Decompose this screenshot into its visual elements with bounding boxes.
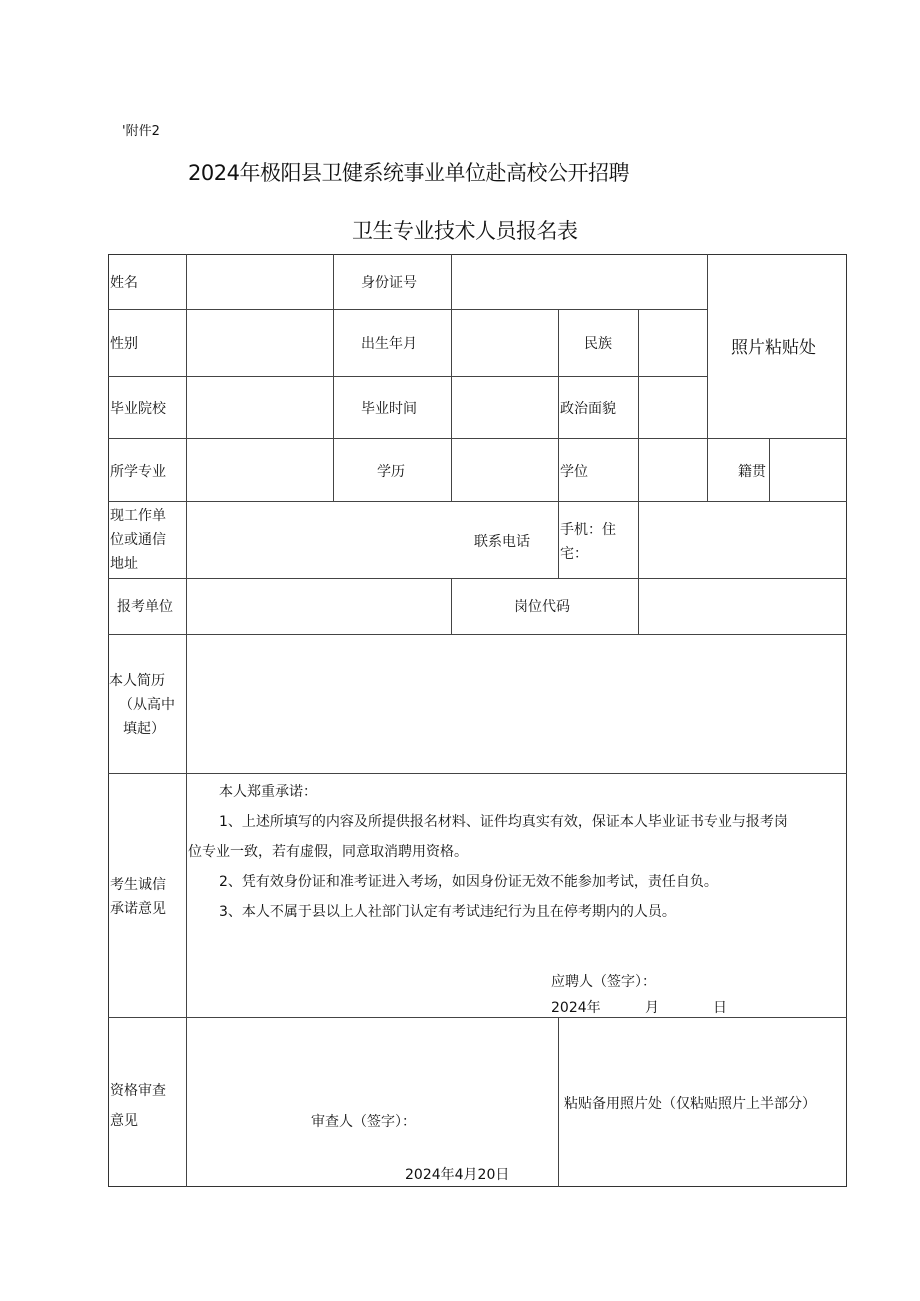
gender-label: 性别 [110, 336, 138, 352]
workplace-label-line: 地址 [110, 556, 138, 572]
row-divider [108, 1017, 847, 1018]
id-number-label: 身份证号 [361, 275, 417, 291]
contact-label: 联系电话 [474, 534, 530, 550]
native-place-field[interactable] [770, 439, 846, 500]
pledge-item-1: 1、上述所填写的内容及所提供报名材料、证件均真实有效，保证本人毕业证书专业与报考岗 [219, 814, 788, 830]
col-divider [707, 254, 708, 501]
degree-field[interactable] [639, 439, 706, 500]
political-label: 政治面貌 [560, 401, 616, 417]
workplace-label-line: 位或通信 [110, 532, 166, 548]
ethnicity-label: 民族 [584, 336, 612, 352]
col-divider [558, 309, 559, 578]
row-divider [108, 773, 847, 774]
phone-label-line: 手机：住 [560, 522, 616, 538]
resume-label-line: 填起） [123, 721, 165, 737]
pledge-date-day: 日 [713, 1000, 727, 1016]
col-divider [558, 1017, 559, 1187]
pledge-label-line: 考生诚信 [110, 877, 166, 893]
photo-paste-area: 照片粘贴处 [731, 338, 816, 358]
review-label-line: 意见 [110, 1113, 138, 1129]
review-label-line: 资格审查 [110, 1083, 166, 1099]
workplace-label-line: 现工作单 [110, 508, 166, 524]
degree-label: 学位 [560, 464, 588, 480]
pledge-text [187, 777, 847, 927]
major-field[interactable] [187, 439, 332, 500]
review-label [110, 1076, 186, 1136]
attachment-label: '附件2 [122, 124, 160, 139]
education-label: 学历 [377, 464, 405, 480]
resume-field[interactable] [187, 635, 846, 772]
pledge-item-1-cont: 位专业一致，若有虚假，同意取消聘用资格。 [188, 844, 468, 860]
reviewer-signature-label: 审查人（签字）： [311, 1114, 416, 1130]
resume-label [109, 669, 187, 741]
post-code-label: 岗位代码 [514, 599, 570, 615]
pledge-date-year: 2024年 [551, 1000, 601, 1016]
gender-field[interactable] [187, 310, 332, 375]
school-label: 毕业院校 [110, 401, 166, 417]
pledge-label-line: 承诺意见 [110, 901, 166, 917]
major-label: 所学专业 [110, 464, 166, 480]
birth-field[interactable] [452, 310, 557, 375]
id-number-field[interactable] [452, 255, 706, 308]
phone-label [560, 518, 636, 566]
grad-time-label: 毕业时间 [361, 401, 417, 417]
school-field[interactable] [187, 377, 332, 437]
backup-photo-area: 粘贴备用照片处（仅粘贴照片上半部分） [564, 1096, 816, 1112]
ethnicity-field[interactable] [639, 310, 706, 375]
apply-unit-label: 报考单位 [117, 599, 173, 615]
phone-field[interactable] [639, 502, 846, 577]
native-place-label: 籍贯 [738, 464, 766, 480]
form-title-line1: 2024年极阳县卫健系统事业单位赴高校公开招聘 [188, 161, 629, 185]
col-divider [333, 254, 334, 501]
name-field[interactable] [187, 255, 332, 308]
pledge-label [110, 873, 186, 921]
pledge-heading: 本人郑重承诺： [219, 784, 317, 800]
workplace-label [110, 504, 186, 576]
resume-label-line: 本人简历 [109, 673, 165, 689]
form-title-line2: 卫生专业技术人员报名表 [352, 219, 578, 243]
workplace-field[interactable] [187, 502, 450, 577]
resume-label-line: （从高中 [119, 697, 175, 713]
pledge-item-2: 2、凭有效身份证和准考证进入考场，如因身份证无效不能参加考试，责任自负。 [219, 874, 718, 890]
name-label: 姓名 [110, 275, 138, 291]
phone-label-line: 宅： [560, 546, 588, 562]
col-divider [451, 578, 452, 634]
grad-time-field[interactable] [452, 377, 557, 437]
apply-unit-field[interactable] [187, 579, 450, 633]
post-code-field[interactable] [639, 579, 846, 633]
pledge-date-month: 月 [645, 1000, 659, 1016]
review-date: 2024年4月20日 [405, 1167, 510, 1183]
applicant-signature-label: 应聘人（签字）： [551, 974, 656, 990]
birth-label: 出生年月 [361, 336, 417, 352]
education-field[interactable] [452, 439, 557, 500]
political-field[interactable] [639, 377, 706, 437]
pledge-item-3: 3、本人不属于县以上人社部门认定有考试违纪行为且在停考期内的人员。 [219, 904, 676, 920]
